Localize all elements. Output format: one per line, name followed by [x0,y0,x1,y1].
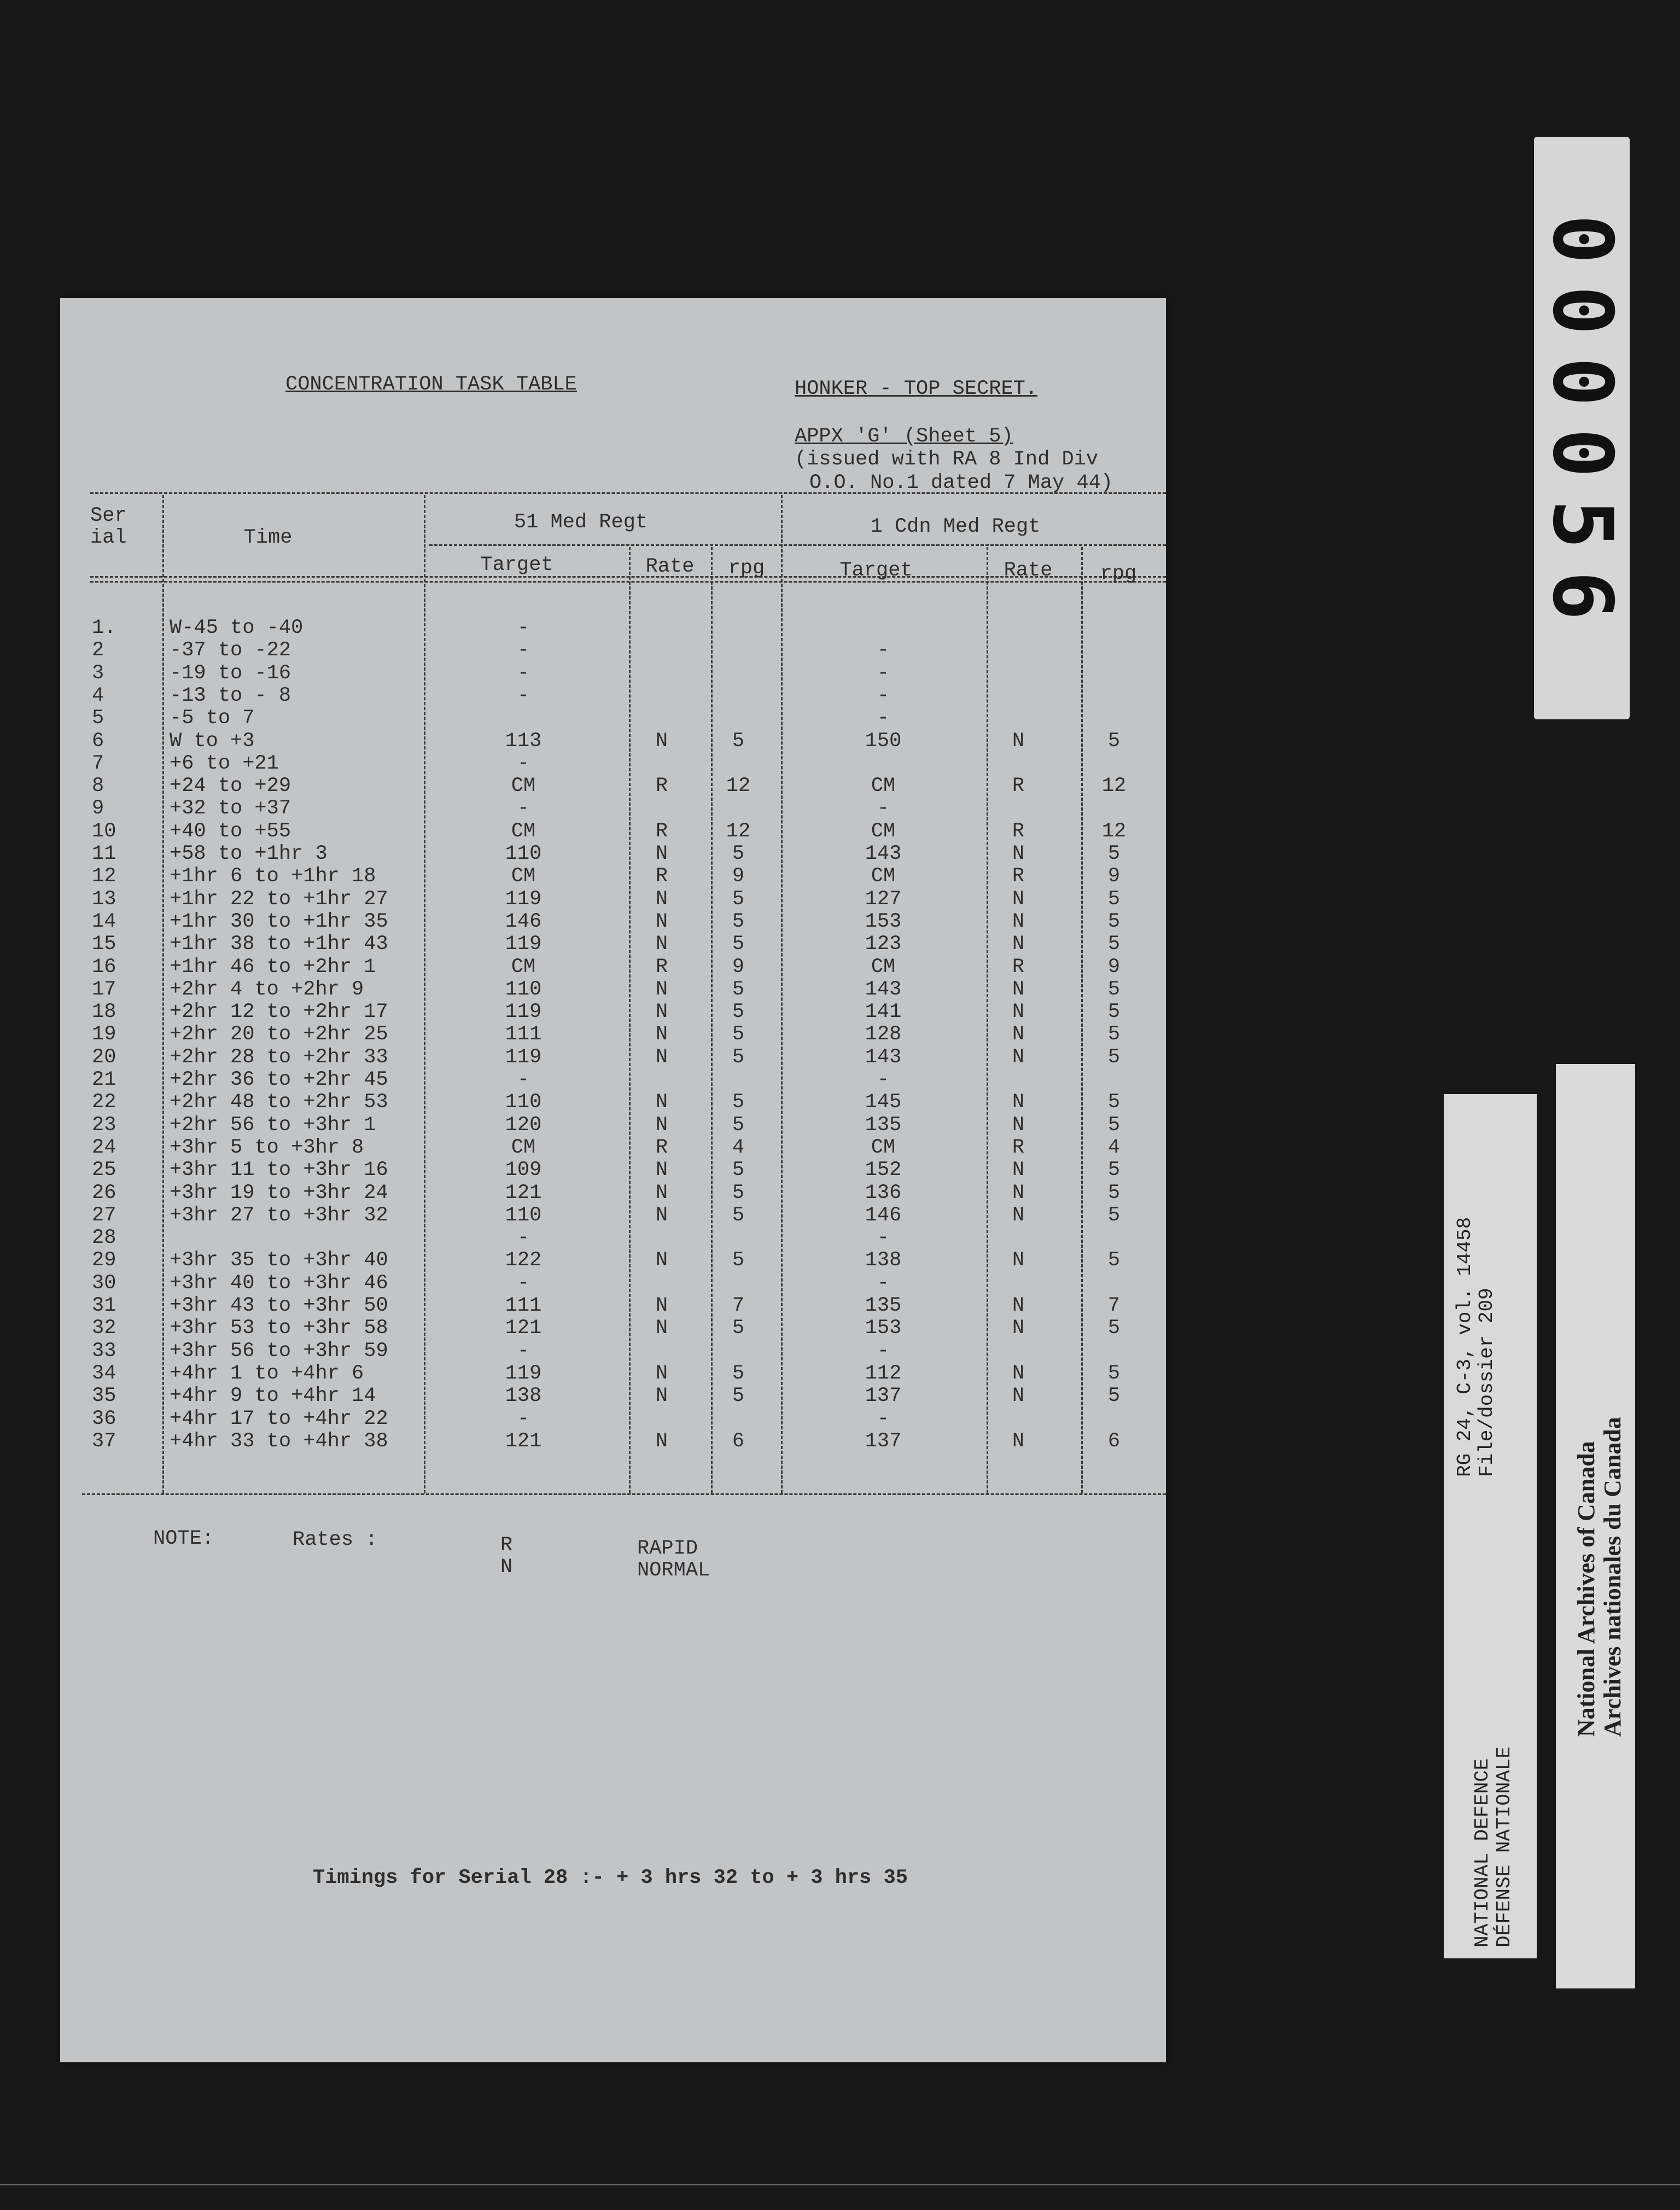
rpg-cdn-cell: 7 [1107,1294,1121,1317]
time-cell: +3hr 5 to +3hr 8 [170,1136,364,1159]
rpg-51-cell: 5 [732,1181,745,1205]
column-divider-time [424,495,425,1493]
serial-cell: 30 [92,1271,116,1295]
rpg-cdn-cell: 5 [1107,1181,1121,1205]
serial-cell: 18 [92,1001,116,1024]
time-cell: +2hr 20 to +2hr 25 [170,1023,388,1046]
rpg-cdn-cell: 5 [1107,1317,1121,1340]
rate-51-cell: R [655,865,668,888]
rate-cdn-cell: N [1012,1045,1025,1069]
serial-cell: 6 [92,729,104,753]
column-divider-rate2 [987,547,988,1493]
rpg-cdn-cell: 5 [1107,1113,1121,1137]
target-51-cell: CM [511,775,536,798]
target-cdn-cell: - [877,797,890,821]
table-top-rule [90,492,1166,494]
rpg-cdn-cell: 6 [1107,1429,1121,1453]
target-51-cell: - [517,797,530,821]
time-cell: +58 to +1hr 3 [170,842,328,865]
rate-cdn-cell: R [1012,1136,1025,1159]
rpg-cdn-cell: 5 [1107,1045,1121,1069]
rpg-51-cell: 5 [732,910,745,933]
rate-51-cell: N [655,1091,668,1114]
rpg-51-cell: 9 [732,955,745,979]
rpg-51-cell: 9 [732,865,745,888]
target-51-cell: - [517,1271,530,1295]
time-cell: +3hr 19 to +3hr 24 [170,1181,388,1205]
target-cdn-cell: 146 [865,1203,902,1227]
serial-cell: 14 [92,910,116,933]
target-51-cell: 119 [505,1362,542,1385]
department-line-2: DÉFENSE NATIONALE [1493,1746,1515,1947]
rate-cdn-cell: N [1012,1113,1025,1137]
rate-cdn-cell: N [1012,1203,1025,1227]
rate-code-n: N [500,1556,513,1579]
target-cdn-cell: 152 [865,1159,902,1182]
serial-cell: 34 [92,1362,116,1385]
serial-cell: 32 [92,1317,116,1340]
rpg-cdn-cell: 12 [1101,775,1127,798]
target-51-cell: - [517,661,530,685]
serial-cell: 13 [92,887,116,911]
time-cell: +4hr 33 to +4hr 38 [170,1429,388,1453]
time-cell: +2hr 12 to +2hr 17 [170,1001,388,1024]
time-cell: +2hr 4 to +2hr 9 [170,978,364,1001]
serial-cell: 12 [92,865,116,888]
rate-51-cell: N [655,1045,668,1069]
target-cdn-cell: 145 [865,1091,902,1114]
target-cdn-cell: - [877,1339,890,1363]
target-cdn-cell: - [877,661,890,685]
target-cdn-cell: 138 [865,1249,902,1272]
serial-cell: 15 [92,933,116,956]
target-cdn-cell: - [877,639,890,662]
serial-28-timing-note: Timings for Serial 28 :- + 3 hrs 32 to + 3 hrs 35 [313,1866,908,1889]
time-cell: +3hr 40 to +3hr 46 [170,1271,388,1295]
rpg-cdn-cell: 5 [1107,1159,1121,1182]
column-divider-serial [162,495,164,1493]
rpg-51-cell: 5 [732,978,745,1001]
time-cell: -19 to -16 [170,661,291,685]
rpg-51-cell: 6 [732,1429,745,1453]
rate-cdn-cell: N [1012,842,1025,865]
serial-cell: 25 [92,1159,116,1182]
rate-51-cell: N [655,910,668,933]
target-51-cell: 110 [505,842,542,865]
serial-cell: 1. [92,617,116,639]
rpg-cdn-cell: 4 [1107,1136,1121,1159]
target-cdn-cell: 143 [865,842,902,865]
target-cdn-cell: - [877,684,890,707]
time-cell: +2hr 48 to +2hr 53 [170,1091,388,1114]
reference-line-1: RG 24, C-3, vol. 14458 [1454,1217,1476,1477]
rate-51-cell: N [655,1181,668,1205]
rate-51-cell: N [655,1317,668,1340]
serial-cell: 2 [92,639,104,662]
rate-51-cell: N [655,978,668,1001]
serial-cell: 5 [92,707,104,730]
reference-stamp [1444,1094,1537,1958]
rate-cdn-cell: N [1012,1429,1025,1453]
rate-51-cell: N [655,933,668,956]
target-51-cell: 110 [505,1091,542,1114]
target-cdn-cell: 135 [865,1294,902,1317]
target-51-cell: 110 [505,1203,542,1227]
time-cell: +1hr 6 to +1hr 18 [170,865,376,888]
target-cdn-cell: 143 [865,978,902,1001]
target-51-cell: 119 [505,933,542,956]
rate-cdn-cell: N [1012,910,1025,933]
serial-cell: 8 [92,775,104,798]
archives-line-en: National Archives of Canada [1573,1441,1600,1737]
target-51-cell: CM [511,955,536,979]
serial-cell: 22 [92,1091,116,1114]
target-51-cell: - [517,1407,530,1430]
time-cell: +4hr 1 to +4hr 6 [170,1362,364,1385]
serial-cell: 17 [92,978,116,1001]
target-cdn-cell: CM [871,1136,896,1159]
target-cdn-cell: 123 [865,933,902,956]
rpg-51-cell: 5 [732,887,745,911]
time-cell: +1hr 22 to +1hr 27 [170,887,388,911]
target-cdn-cell: 135 [865,1113,902,1137]
column-divider-rpg2 [1081,547,1083,1493]
rpg-51-cell: 7 [732,1294,745,1317]
serial-cell: 33 [92,1339,116,1363]
rate-meaning-normal: NORMAL [637,1559,710,1582]
classification-label: HONKER - TOP SECRET. [795,377,1038,400]
rate-51-cell: N [655,1203,668,1227]
target-51-cell: 120 [505,1113,542,1137]
rpg-51-cell: 5 [732,1385,745,1408]
time-cell: +3hr 27 to +3hr 32 [170,1203,388,1227]
rpg-51-cell: 12 [726,819,751,843]
serial-cell: 16 [92,955,116,979]
serial-cell: 3 [92,661,104,685]
rate-cdn-cell: N [1012,1091,1025,1114]
film-edge-line [0,2184,1680,2185]
column-header-target-2: Target [839,559,913,582]
time-cell: -13 to - 8 [170,684,291,707]
target-cdn-cell: CM [871,865,896,888]
rpg-cdn-cell: 5 [1107,1385,1121,1408]
target-51-cell: - [517,1339,530,1363]
time-cell: +1hr 38 to +1hr 43 [170,933,388,956]
rate-cdn-cell: R [1012,865,1025,888]
rpg-51-cell: 5 [732,1113,745,1137]
column-header-rate-2: Rate [1004,559,1053,582]
time-cell: +2hr 36 to +2hr 45 [170,1068,388,1091]
time-cell: +3hr 53 to +3hr 58 [170,1317,388,1340]
column-header-time: Time [243,526,293,549]
rate-cdn-cell: N [1012,1362,1025,1385]
target-51-cell: 119 [505,887,542,911]
rate-cdn-cell: R [1012,955,1025,979]
target-cdn-cell: 128 [865,1023,902,1046]
target-cdn-cell: 112 [865,1362,902,1385]
time-cell: +24 to +29 [170,775,291,798]
target-cdn-cell: - [877,1271,890,1295]
rate-51-cell: N [655,1001,668,1024]
rpg-51-cell: 4 [732,1136,745,1159]
rate-51-cell: R [655,819,668,843]
target-51-cell: - [517,617,530,639]
target-51-cell: 109 [505,1159,542,1182]
rpg-cdn-cell: 5 [1107,887,1121,911]
rpg-51-cell: 5 [732,729,745,753]
archives-line-fr: Archives nationales du Canada [1599,1417,1626,1737]
document-page [60,298,1166,2062]
rate-cdn-cell: N [1012,1294,1025,1317]
time-cell: +3hr 35 to +3hr 40 [170,1249,388,1272]
serial-cell: 23 [92,1113,116,1137]
time-cell: W-45 to -40 [170,617,304,639]
rpg-51-cell: 5 [732,1362,745,1385]
rate-51-cell: N [655,1362,668,1385]
time-cell: +1hr 46 to +2hr 1 [170,955,376,979]
rate-cdn-cell: N [1012,1159,1025,1182]
target-cdn-cell: CM [871,955,896,979]
rate-cdn-cell: N [1012,1317,1025,1340]
target-51-cell: - [517,1068,530,1091]
time-cell: W to +3 [170,729,255,753]
target-51-cell: - [517,684,530,707]
target-51-cell: 138 [505,1385,542,1408]
time-cell: +6 to +21 [170,752,279,775]
rate-51-cell: N [655,1429,668,1453]
rate-cdn-cell: N [1012,1385,1025,1408]
rate-cdn-cell: N [1012,978,1025,1001]
serial-cell: 19 [92,1023,116,1046]
rate-cdn-cell: N [1012,729,1025,753]
time-cell: +1hr 30 to +1hr 35 [170,910,388,933]
issued-line-2: O.O. No.1 dated 7 May 44) [809,472,1113,495]
serial-cell: 29 [92,1249,116,1272]
group-header-51-med-regt: 51 Med Regt [514,511,648,534]
target-51-cell: 122 [505,1249,542,1272]
appendix-label: APPX 'G' (Sheet 5) [795,425,1013,448]
serial-cell: 27 [92,1203,116,1227]
target-cdn-cell: - [877,1226,890,1250]
serial-cell: 11 [92,842,116,865]
rate-cdn-cell: N [1012,933,1025,956]
serial-cell: 9 [92,797,104,821]
rpg-cdn-cell: 5 [1107,1091,1121,1114]
rpg-51-cell: 5 [732,1317,745,1340]
column-divider-rate1 [629,547,631,1493]
rate-cdn-cell: N [1012,1001,1025,1024]
target-51-cell: 121 [505,1181,542,1205]
time-cell: +2hr 56 to +3hr 1 [170,1113,376,1137]
serial-cell: 24 [92,1136,116,1159]
target-51-cell: CM [511,1136,536,1159]
rate-cdn-cell: R [1012,775,1025,798]
target-51-cell: 119 [505,1001,542,1024]
rate-51-cell: N [655,1385,668,1408]
table-bottom-rule [82,1493,1166,1495]
rpg-cdn-cell: 5 [1107,910,1121,933]
rate-cdn-cell: N [1012,887,1025,911]
time-cell: +40 to +55 [170,819,291,843]
rpg-cdn-cell: 5 [1107,1023,1121,1046]
target-51-cell: 110 [505,978,542,1001]
target-51-cell: 121 [505,1429,542,1453]
target-51-cell: - [517,639,530,662]
rates-label: Rates : [293,1528,378,1551]
rate-cdn-cell: N [1012,1023,1025,1046]
rate-cdn-cell: N [1012,1181,1025,1205]
target-cdn-cell: 127 [865,887,902,911]
note-label: NOTE: [153,1527,214,1550]
rate-51-cell: N [655,1249,668,1272]
target-cdn-cell: 143 [865,1045,902,1069]
time-cell: +3hr 56 to +3hr 59 [170,1339,388,1363]
target-cdn-cell: CM [871,819,896,843]
rate-51-cell: N [655,1023,668,1046]
column-header-rate-1: Rate [645,555,695,578]
target-cdn-cell: 153 [865,910,902,933]
target-cdn-cell: 137 [865,1429,902,1453]
rate-51-cell: R [655,955,668,979]
issued-line-1: (issued with RA 8 Ind Div [795,448,1099,471]
target-51-cell: 146 [505,910,542,933]
target-cdn-cell: - [877,1068,890,1091]
time-cell: +4hr 17 to +4hr 22 [170,1407,388,1430]
rpg-cdn-cell: 12 [1101,819,1127,843]
group-header-1-cdn-med-regt: 1 Cdn Med Regt [870,515,1041,538]
column-header-target-1: Target [480,554,553,577]
rate-51-cell: R [655,1136,668,1159]
target-cdn-cell: CM [871,775,896,798]
serial-cell: 10 [92,819,116,843]
frame-number: 000056 [1534,214,1630,642]
time-cell: +2hr 28 to +2hr 33 [170,1045,388,1069]
rpg-cdn-cell: 5 [1107,842,1121,865]
rpg-cdn-cell: 5 [1107,729,1121,753]
rpg-cdn-cell: 5 [1107,978,1121,1001]
rpg-51-cell: 5 [732,842,745,865]
reference-line-2: File/dossier 209 [1475,1288,1498,1477]
serial-cell: 26 [92,1181,116,1205]
rate-51-cell: N [655,887,668,911]
rate-meaning-rapid: RAPID [637,1537,698,1560]
serial-cell: 7 [92,752,104,775]
rate-cdn-cell: N [1012,1249,1025,1272]
group-header-rule [429,544,1166,546]
frame-number-label [1534,137,1630,719]
rate-51-cell: N [655,729,668,753]
rpg-51-cell: 12 [726,775,751,798]
target-51-cell: CM [511,865,536,888]
column-divider-rpg1 [711,547,713,1493]
time-cell: -37 to -22 [170,639,291,662]
target-cdn-cell: 141 [865,1001,902,1024]
rpg-51-cell: 5 [732,1159,745,1182]
column-header-rpg-1: rpg [728,557,765,580]
serial-cell: 20 [92,1045,116,1069]
target-cdn-cell: 137 [865,1385,902,1408]
rate-51-cell: N [655,1294,668,1317]
rpg-cdn-cell: 5 [1107,1249,1121,1272]
rate-51-cell: N [655,1159,668,1182]
target-cdn-cell: 153 [865,1317,902,1340]
time-cell: -5 to 7 [170,707,255,730]
target-51-cell: 113 [505,729,542,753]
time-cell: +4hr 9 to +4hr 14 [170,1385,376,1408]
target-cdn-cell: - [877,1407,890,1430]
rpg-cdn-cell: 9 [1107,865,1121,888]
time-cell: +3hr 43 to +3hr 50 [170,1294,388,1317]
rpg-51-cell: 5 [732,933,745,956]
rpg-cdn-cell: 5 [1107,933,1121,956]
target-cdn-cell: 150 [865,729,902,753]
serial-cell: 31 [92,1294,116,1317]
target-51-cell: 111 [505,1294,542,1317]
serial-cell: 35 [92,1385,116,1408]
document-title: CONCENTRATION TASK TABLE [285,373,577,396]
serial-cell: 36 [92,1407,116,1430]
rate-51-cell: N [655,842,668,865]
rpg-cdn-cell: 5 [1107,1001,1121,1024]
serial-cell: 4 [92,684,104,707]
rpg-51-cell: 5 [732,1045,745,1069]
target-51-cell: - [517,1226,530,1250]
rpg-cdn-cell: 9 [1107,955,1121,979]
rate-code-r: R [500,1534,513,1557]
rpg-cdn-cell: 5 [1107,1203,1121,1227]
serial-cell: 21 [92,1068,116,1091]
rpg-51-cell: 5 [732,1249,745,1272]
rpg-cdn-cell: 5 [1107,1362,1121,1385]
department-line-1: NATIONAL DEFENCE [1471,1758,1494,1947]
time-cell: +3hr 11 to +3hr 16 [170,1159,388,1182]
target-cdn-cell: - [877,707,890,730]
serial-cell: 37 [92,1429,116,1453]
target-51-cell: CM [511,819,536,843]
column-divider-group [781,495,783,1493]
target-cdn-cell: 136 [865,1181,902,1205]
rpg-51-cell: 5 [732,1023,745,1046]
rpg-51-cell: 5 [732,1001,745,1024]
rate-cdn-cell: R [1012,819,1025,843]
target-51-cell: 111 [505,1023,542,1046]
column-header-rpg-2: rpg [1100,562,1137,585]
target-51-cell: 121 [505,1317,542,1340]
column-header-serial: Ser ial [90,504,127,549]
rpg-51-cell: 5 [732,1203,745,1227]
target-51-cell: - [517,752,530,775]
time-cell: +32 to +37 [170,797,291,821]
archives-stamp [1556,1064,1635,1988]
rpg-51-cell: 5 [732,1091,745,1114]
rate-51-cell: R [655,775,668,798]
target-51-cell: 119 [505,1045,542,1069]
serial-cell: 28 [92,1226,116,1250]
rate-51-cell: N [655,1113,668,1137]
